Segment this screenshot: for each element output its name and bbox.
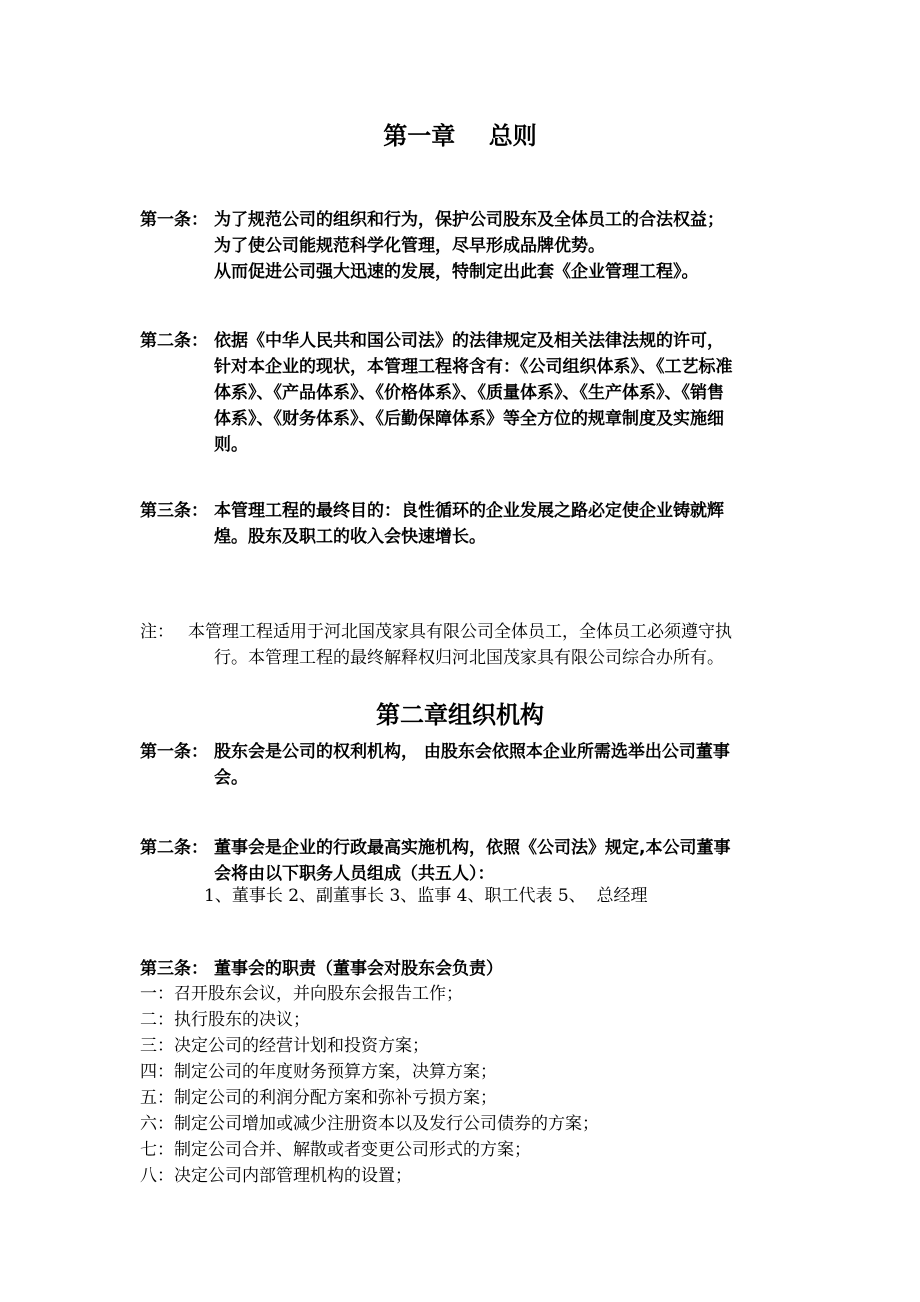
list-item: 一：召开股东会议，并向股东会报告工作； [140, 984, 463, 1004]
chapter-1-article-2 [140, 328, 790, 458]
list-item: 六：制定公司增加或减少注册资本以及发行公司债券的方案； [140, 1114, 599, 1134]
note-line: 本管理工程适用于河北国茂家具有限公司全体员工，全体员工必须遵守执 [188, 622, 732, 642]
list-item: 三：决定公司的经营计划和投资方案； [140, 1036, 429, 1056]
article-line: 为了使公司能规范科学化管理，尽早形成品牌优势。 [214, 236, 605, 256]
board-duties-list [140, 981, 790, 1189]
article-line: 煌。股东及职工的收入会快速增长。 [214, 527, 486, 547]
article-label: 第二条： [140, 331, 208, 351]
article-line: 体系》、《产品体系》、《价格体系》、《质量体系》、《生产体系》、《销售 [214, 383, 724, 403]
article-line: 本管理工程的最终目的：良性循环的企业发展之路必定使企业铸就辉 [214, 501, 724, 521]
article-line: 会。 [214, 768, 248, 788]
chapter-2-article-1 [140, 739, 790, 791]
article-line: 从而促进公司强大迅速的发展，特制定出此套《企业管理工程》。 [214, 262, 699, 282]
article-line: 针对本企业的现状，本管理工程将含有：《公司组织体系》、《工艺标准 [214, 357, 733, 377]
article-line: 董事会是企业的行政最高实施机构，依照《公司法》规定,本公司董事 [214, 838, 731, 858]
article-line: 体系》、《财务体系》、《后勤保障体系》等全方位的规章制度及实施细 [214, 409, 724, 429]
note-label: 注： [140, 622, 174, 642]
chapter-2-article-3 [140, 956, 790, 982]
chapter-1-title: 第一章 总则 [383, 122, 537, 150]
chapter-1-note [140, 619, 790, 671]
article-label: 第一条： [140, 210, 208, 230]
article-label: 第三条： [140, 501, 208, 521]
article-label: 第三条： [140, 959, 208, 979]
list-item: 五：制定公司的利润分配方案和弥补亏损方案； [140, 1088, 497, 1108]
article-label: 第二条： [140, 838, 208, 858]
list-item: 四：制定公司的年度财务预算方案，决算方案； [140, 1062, 497, 1082]
list-item: 七：制定公司合并、解散或者变更公司形式的方案； [140, 1140, 531, 1160]
chapter-1-article-1 [140, 207, 790, 285]
article-line: 依据《中华人民共和国公司法》的法律规定及相关法律法规的许可， [214, 331, 724, 351]
chapter-1-article-3 [140, 498, 790, 550]
article-line: 股东会是公司的权利机构， 由股东会依照本企业所需选举出公司董事 [214, 742, 730, 762]
article-line: 则。 [214, 435, 248, 455]
chapter-2-article-2 [140, 835, 790, 887]
article-label: 第一条： [140, 742, 208, 762]
note-line: 行。本管理工程的最终解释权归河北国茂家具有限公司综合办所有。 [214, 648, 724, 668]
list-item: 二：执行股东的决议； [140, 1010, 310, 1030]
chapter-2-title: 第二章组织机构 [376, 701, 544, 729]
list-item: 八：决定公司内部管理机构的设置； [140, 1166, 412, 1186]
article-heading: 董事会的职责（董事会对股东会负责） [214, 959, 503, 979]
article-line: 为了规范公司的组织和行为，保护公司股东及全体员工的合法权益； [214, 210, 724, 230]
board-members-list: 1、董事长 2、副董事长 3、监事 4、职工代表 5、 总经理 [204, 886, 648, 906]
article-line: 会将由以下职务人员组成（共五人）： [214, 864, 495, 884]
